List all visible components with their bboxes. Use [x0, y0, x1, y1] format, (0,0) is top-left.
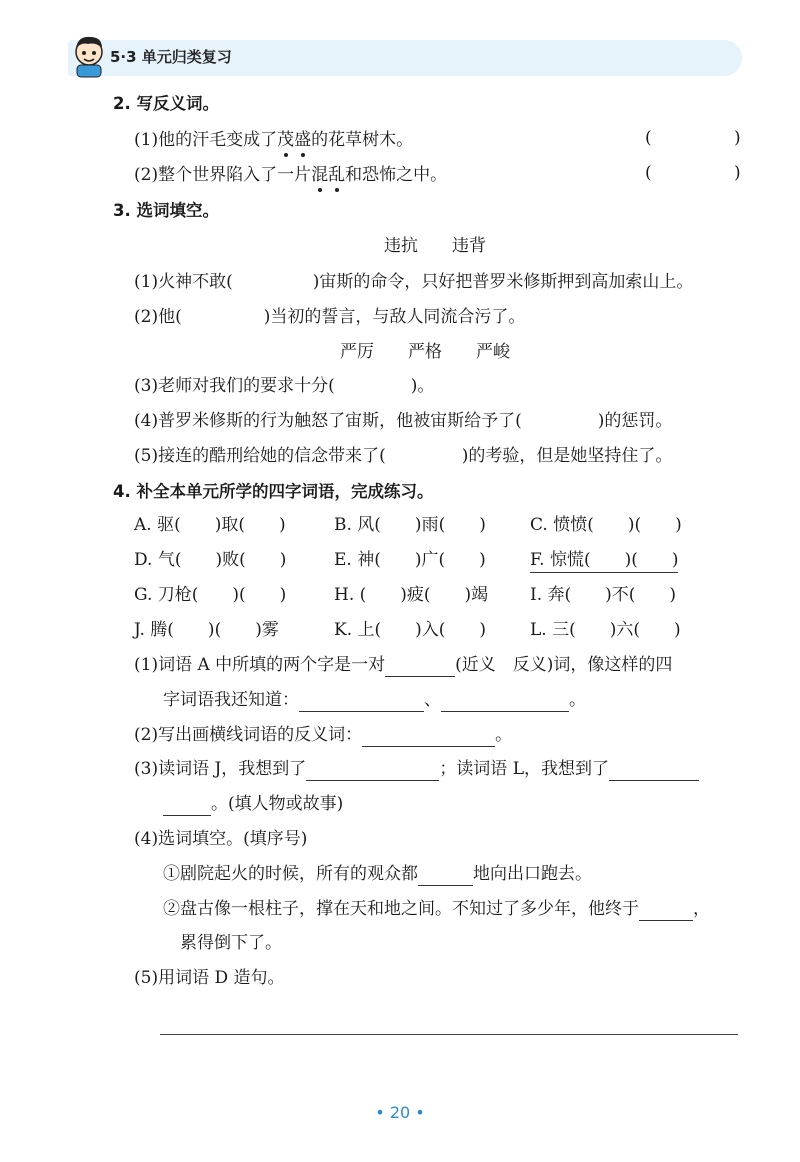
word-item-k: K. 上( )入( ) — [334, 620, 487, 640]
word-item-b: B. 风( )雨( ) — [334, 515, 486, 535]
word-item-l: L. 三( )六( ) — [530, 620, 681, 640]
q3-sentence-5: (5)接连的酷刑给她的信念带来了( )的考验，但是她坚持住了。 — [134, 446, 673, 466]
q3-sentence-1: (1)火神不敢( )宙斯的命令，只好把普罗米修斯押到高加索山上。 — [134, 272, 694, 292]
word-item-h: H. ( )疲( )竭 — [334, 585, 489, 605]
boy-avatar-icon — [68, 32, 110, 78]
q3-sentence-3: (3)老师对我们的要求十分( )。 — [134, 376, 435, 396]
q4-part-2: (2)写出画横线词语的反义词： 。 — [134, 725, 513, 745]
q4-part-4-b: ②盘古像一根柱子，撑在天和地之间。不知过了多少年，他终于 ， — [163, 899, 710, 919]
word-item-d: D. 气( )败( ) — [134, 550, 287, 570]
answer-paren-open: ( — [645, 128, 652, 148]
answer-paren-open: ( — [645, 163, 652, 183]
word-item-a: A. 驱( )取( ) — [134, 515, 286, 535]
q4-part-4-b-cont: 累得倒下了。 — [180, 933, 282, 953]
answer-line — [160, 1034, 738, 1035]
word-item-c: C. 愤愤( )( ) — [530, 515, 682, 535]
q3-heading: 3. 选词填空。 — [113, 201, 219, 220]
answer-paren-close: ) — [734, 163, 741, 183]
q3-word-choices-1: 违抗 违背 — [384, 236, 486, 256]
word-item-j: J. 腾( )( )雾 — [134, 620, 279, 640]
q4-part-1: (1)词语 A 中所填的两个字是一对 (近义 反义)词，像这样的四 — [134, 655, 673, 675]
q4-part-1-cont: 字词语我还知道： 、 。 — [163, 690, 586, 710]
q4-part-5: (5)用词语 D 造句。 — [134, 968, 285, 988]
q2-item-1: (1)他的汗毛变成了茂盛的花草树木。 — [134, 130, 414, 150]
answer-paren-close: ) — [734, 128, 741, 148]
q2-item-2: (2)整个世界陷入了一片混乱和恐怖之中。 — [134, 165, 448, 185]
q4-heading: 4. 补全本单元所学的四字词语，完成练习。 — [113, 482, 434, 501]
word-item-g: G. 刀枪( )( ) — [134, 585, 287, 605]
q3-sentence-2: (2)他( )当初的誓言，与敌人同流合污了。 — [134, 307, 526, 327]
q2-heading: 2. 写反义词。 — [113, 94, 219, 113]
q3-word-choices-2: 严厉 严格 严峻 — [340, 342, 510, 362]
q4-part-4: (4)选词填空。(填序号) — [134, 829, 308, 849]
word-item-i: I. 奔( )不( ) — [530, 585, 677, 605]
word-item-e: E. 神( )广( ) — [334, 550, 486, 570]
q4-part-3-cont: 。(填人物或故事) — [163, 792, 343, 816]
header-title: 5·3 单元归类复习 — [110, 48, 232, 66]
q4-part-3: (3)读词语 J，我想到了 ；读词语 L，我想到了 — [134, 757, 699, 781]
page-number: • 20 • — [375, 1103, 425, 1122]
word-item-f: F. 惊慌( )( ) — [530, 548, 678, 573]
q3-sentence-4: (4)普罗米修斯的行为触怒了宙斯，他被宙斯给予了( )的惩罚。 — [134, 411, 673, 431]
q4-part-4-a: ①剧院起火的时候，所有的观众都 地向出口跑去。 — [163, 864, 592, 884]
